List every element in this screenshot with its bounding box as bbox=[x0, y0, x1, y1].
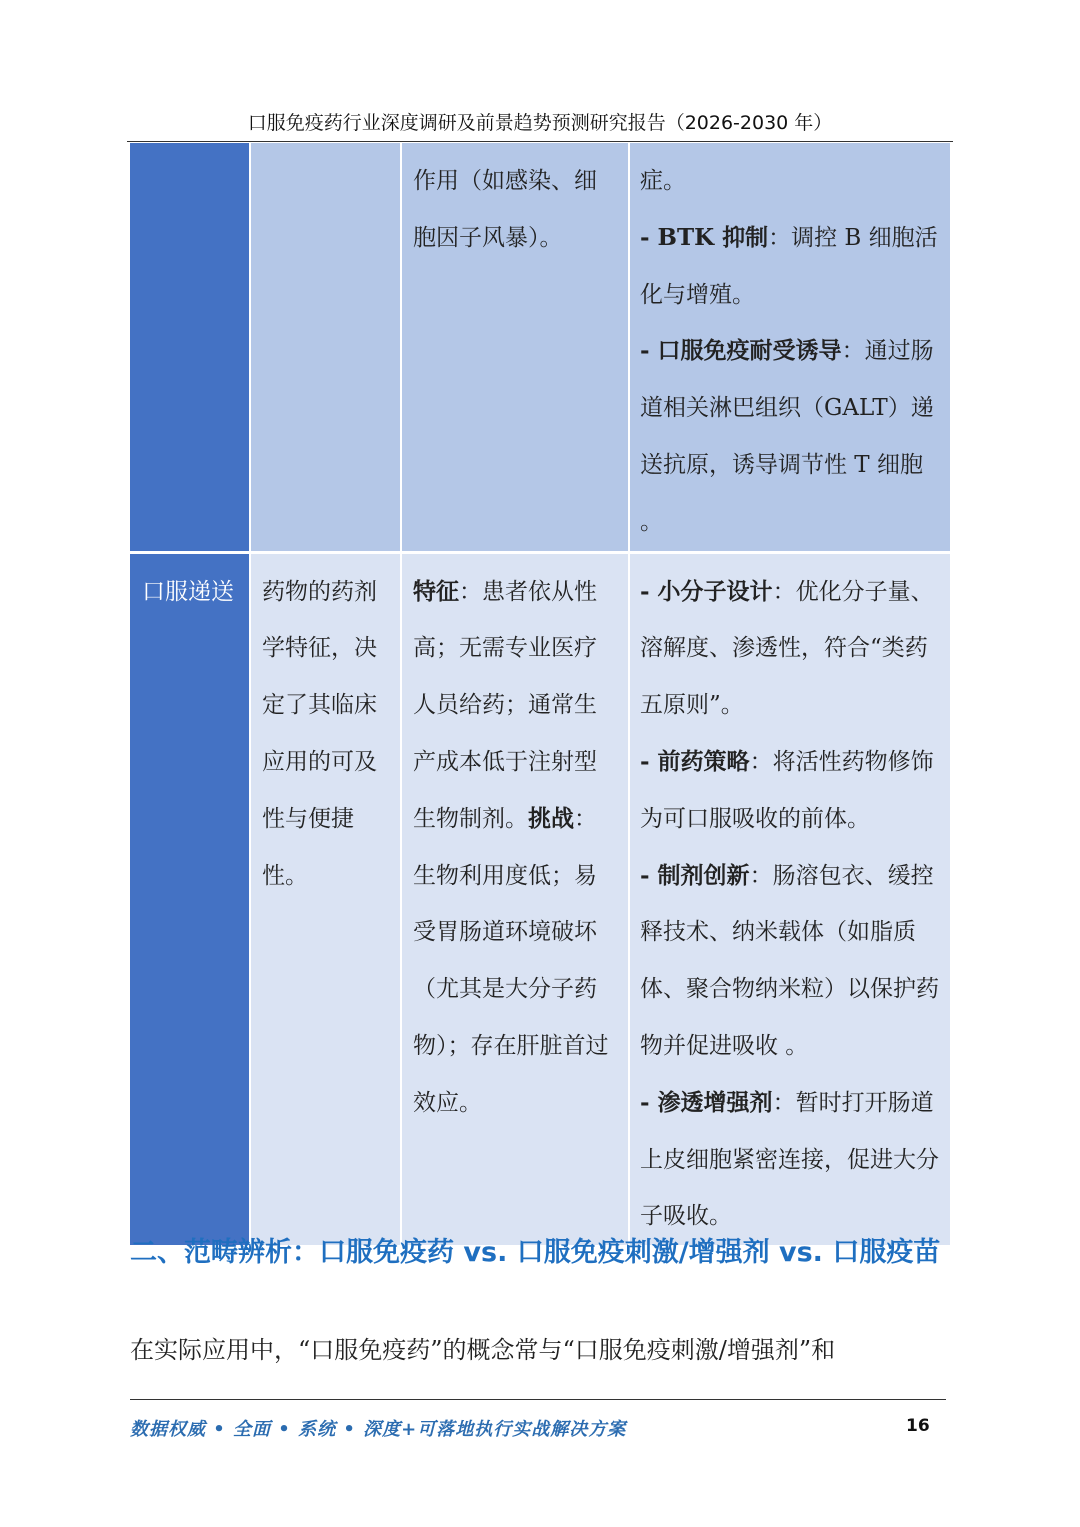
table-row bbox=[130, 552, 950, 1245]
strategy-label: - BTK 抑制 bbox=[640, 223, 769, 251]
challenge-text: ：生物利用度低；易受胃肠道环境破坏（尤其是大分子药物）；存在肝脏首过效应。 bbox=[413, 805, 609, 1116]
footer-divider bbox=[130, 1399, 946, 1400]
feature-text: ：患者依从性高；无需专业医疗人员给药；通常生产成本低于注射型生物制剂。 bbox=[413, 578, 597, 832]
row-strategy-cell bbox=[629, 552, 950, 1245]
strategy-item bbox=[640, 564, 944, 734]
table-row bbox=[130, 143, 950, 552]
row-feature-cell bbox=[401, 552, 629, 1245]
row-feature-cell: 作用（如感染、细胞因子风暴）。 bbox=[401, 143, 629, 552]
strategy-text: ：调控 B 细胞活化与增殖。 bbox=[640, 224, 938, 308]
strategy-intro: 症。 bbox=[640, 168, 686, 194]
strategy-item bbox=[640, 210, 944, 324]
row-definition-cell bbox=[250, 143, 401, 552]
section-body-text: 在实际应用中，“口服免疫药”的概念常与“口服免疫刺激/增强剂”和 bbox=[130, 1336, 836, 1364]
strategy-item bbox=[640, 848, 944, 1075]
row-category-cell: 口服递送 bbox=[130, 552, 250, 1245]
challenge-label: 挑战 bbox=[528, 804, 574, 832]
strategy-item bbox=[640, 734, 944, 848]
strategy-label: - 制剂创新 bbox=[640, 861, 750, 889]
row-strategy-cell bbox=[629, 143, 950, 552]
strategy-text: ：将活性药物修饰为可口服吸收的前体。 bbox=[640, 748, 934, 832]
strategy-text: ：优化分子量、溶解度、渗透性，符合“类药五原则”。 bbox=[640, 578, 934, 719]
footer-slogan: 数据权威 • 全面 • 系统 • 深度+可落地执行实战解决方案 bbox=[130, 1419, 627, 1440]
strategy-text: ：暂时打开肠道上皮细胞紧密连接，促进大分子吸收。 bbox=[640, 1089, 939, 1230]
strategy-text: ：通过肠道相关淋巴组织（GALT）递送抗原，诱导调节性 T 细胞 。 bbox=[640, 338, 934, 535]
page-number: 16 bbox=[906, 1416, 930, 1436]
strategy-item bbox=[640, 1075, 944, 1245]
content-table bbox=[130, 143, 950, 1245]
strategy-label: - 小分子设计 bbox=[640, 577, 773, 605]
feature-label: 特征 bbox=[413, 577, 459, 605]
report-header-title: 口服免疫药行业深度调研及前景趋势预测研究报告（2026-2030 年） bbox=[247, 112, 833, 134]
strategy-label: - 渗透增强剂 bbox=[640, 1088, 773, 1116]
strategy-text: ：肠溶包衣、缓控释技术、纳米载体（如脂质体、聚合物纳米粒）以保护药物并促进吸收 。 bbox=[640, 862, 939, 1059]
row-category-cell bbox=[130, 143, 250, 552]
strategy-label: - 前药策略 bbox=[640, 747, 750, 775]
row-definition-cell: 药物的药剂学特征，决定了其临床应用的可及性与便捷性。 bbox=[250, 552, 401, 1245]
strategy-label: - 口服免疫耐受诱导 bbox=[640, 337, 842, 365]
header-divider bbox=[127, 141, 953, 142]
strategy-item bbox=[640, 323, 944, 550]
section-heading: 二、范畴辨析：口服免疫药 vs. 口服免疫刺激/增强剂 vs. 口服疫苗 bbox=[130, 1237, 941, 1268]
